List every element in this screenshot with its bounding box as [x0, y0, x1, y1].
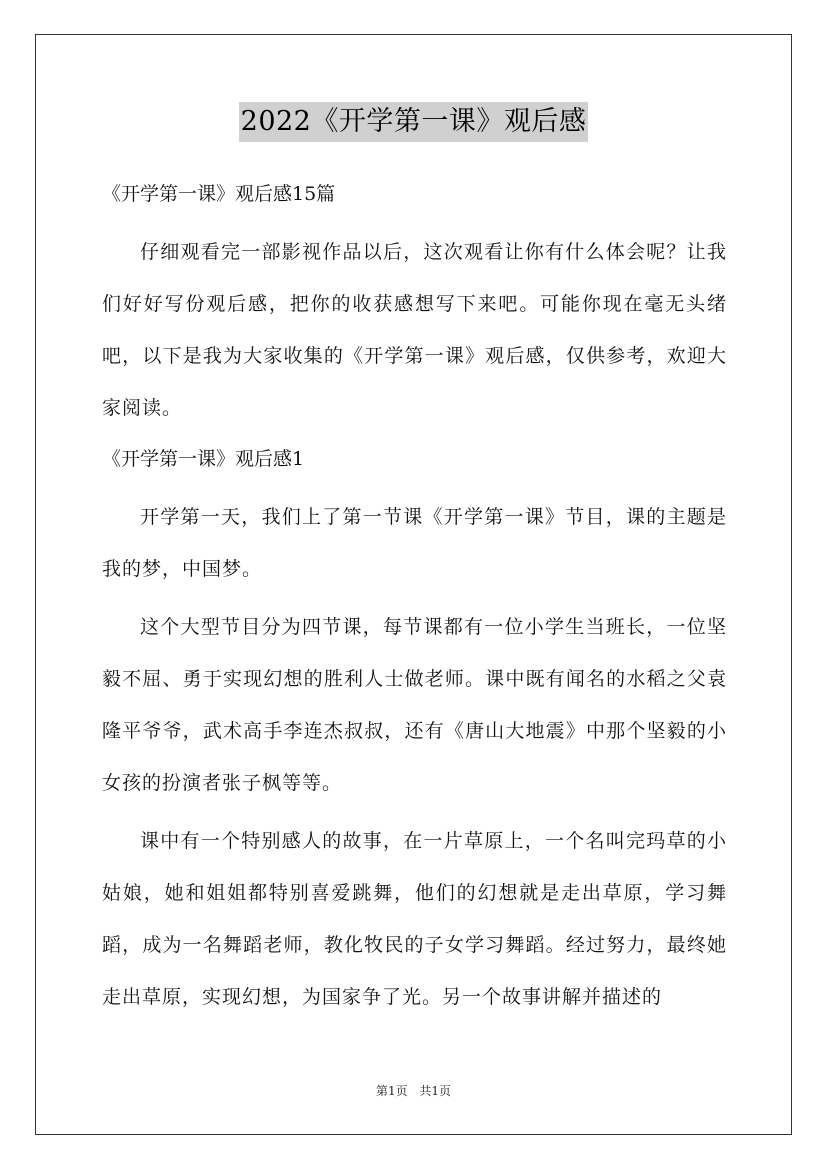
title-container: [0, 102, 827, 142]
page-number-current: 第1页: [375, 1084, 408, 1098]
intro-paragraph: 仔细观看完一部影视作品以后，这次观看让你有什么体会呢？让我们好好写份观后感，把你的收获感想写下来吧。可能你现在毫无头绪吧，以下是我为大家收集的《开学第一课》观后感，仅供参考，欢迎大家阅读。: [102, 241, 727, 419]
page-footer: [0, 1082, 827, 1099]
section-heading: 《开学第一课》观后感1: [102, 448, 305, 470]
document-subtitle: 《开学第一课》观后感15篇: [102, 183, 336, 205]
document-body: [102, 175, 727, 1029]
body-paragraph: 开学第一天，我们上了第一节课《开学第一课》节目，课的主题是我的梦，中国梦。: [102, 506, 727, 580]
body-paragraph: 课中有一个特别感人的故事，在一片草原上，一个名叫完玛草的小姑娘，她和姐姐都特别喜爱跳舞，他们的幻想就是走出草原，学习舞蹈，成为一名舞蹈老师，教化牧民的子女学习舞蹈。经过努力，最终她走出草原，实现幻想，为国家争了光。另一个故事讲解并描述的: [102, 830, 727, 1008]
body-paragraph: 这个大型节目分为四节课，每节课都有一位小学生当班长，一位坚毅不屈、勇于实现幻想的胜利人士做老师。课中既有闻名的水稻之父袁隆平爷爷，武术高手李连杰叔叔，还有《唐山大地震》中那个坚毅的小女孩的扮演者张子枫等等。: [102, 616, 727, 794]
page-number-total: 共1页: [419, 1084, 452, 1098]
document-title: 2022《开学第一课》观后感: [239, 102, 589, 142]
